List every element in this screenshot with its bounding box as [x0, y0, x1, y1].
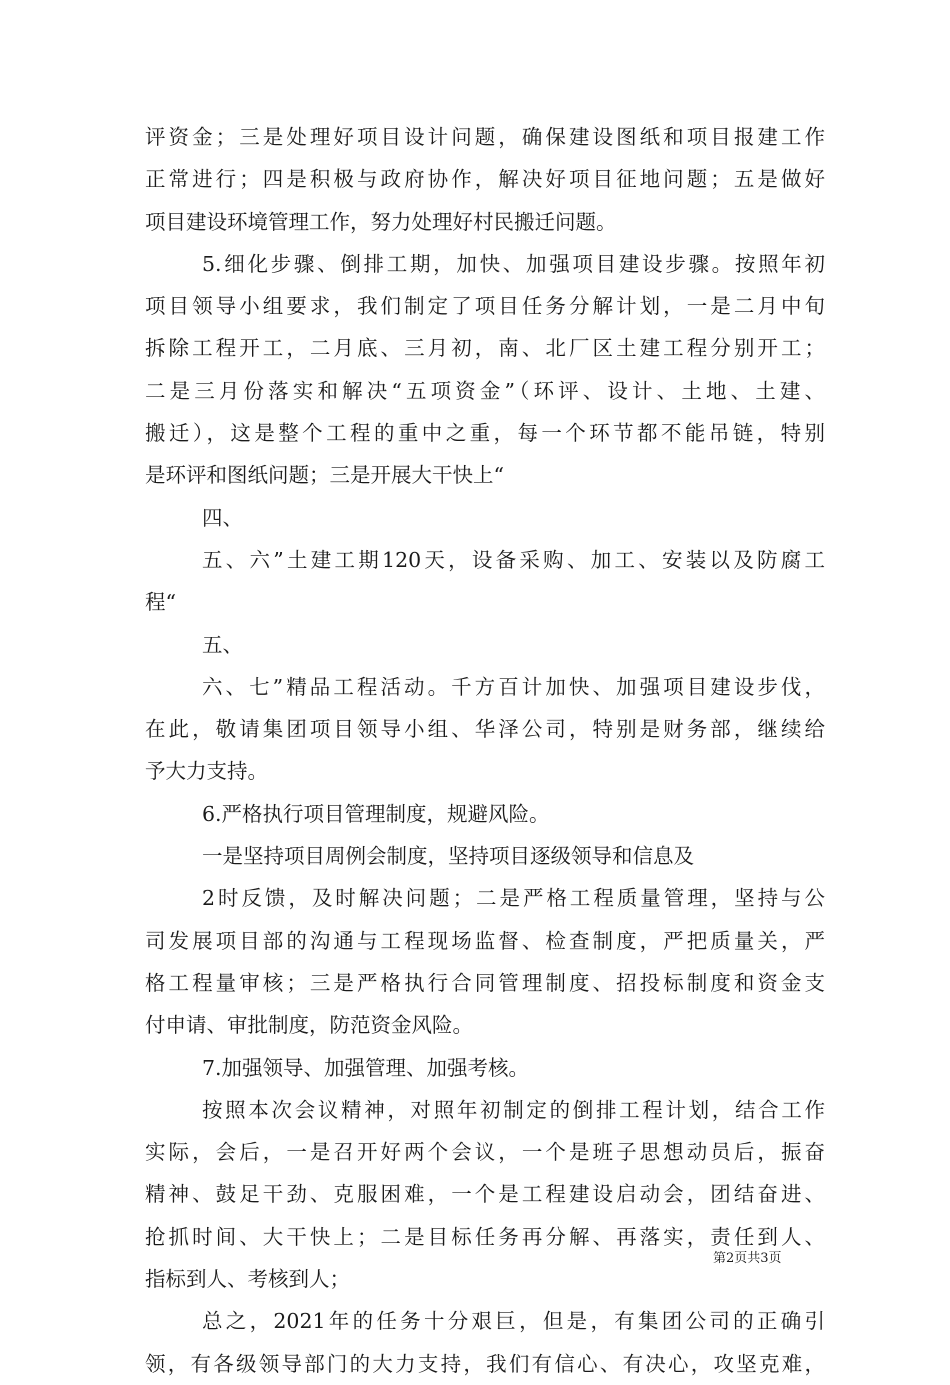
text-line: 2时反馈，及时解决问题；二是严格工程质量管理，坚持与公 — [202, 886, 825, 911]
text-line: 是环评和图纸问题；三是开展大干快上“ — [145, 463, 504, 488]
text-line: 五、 — [202, 632, 243, 657]
text-line: 在此，敬请集团项目领导小组、华泽公司，特别是财务部，继续给 — [145, 717, 825, 742]
text-line: 实际，会后，一是召开好两个会议，一个是班子思想动员后，振奋 — [145, 1140, 825, 1165]
text-line: 六、七”精品工程活动。千方百计加快、加强项目建设步伐， — [202, 674, 825, 699]
text-line: 正常进行；四是积极与政府协作，解决好项目征地问题；五是做好 — [145, 167, 825, 192]
text-line: 付申请、审批制度，防范资金风险。 — [145, 1013, 473, 1038]
text-line: 搬迁），这是整个工程的重中之重，每一个环节都不能吊链，特别 — [145, 421, 825, 446]
text-line: 按照本次会议精神，对照年初制定的倒排工程计划，结合工作 — [202, 1097, 825, 1122]
text-line: 抢抓时间、大干快上；二是目标任务再分解、再落实，责任到人、 — [145, 1224, 825, 1249]
text-line: 四、 — [202, 505, 243, 530]
text-line: 项目建设环境管理工作，努力处理好村民搬迁问题。 — [145, 209, 617, 234]
text-line: 评资金；三是处理好项目设计问题，确保建设图纸和项目报建工作 — [145, 125, 825, 149]
text-line: 拆除工程开工，二月底、三月初，南、北厂区土建工程分别开工； — [145, 336, 825, 361]
text-line: 程“ — [145, 590, 176, 615]
text-line: 一是坚持项目周例会制度，坚持项目逐级领导和信息及 — [202, 844, 694, 869]
text-line: 予大力支持。 — [145, 759, 268, 784]
text-line: 6.严格执行项目管理制度，规避风险。 — [202, 801, 550, 826]
text-line: 精神、鼓足干劲、克服困难，一个是工程建设启动会，团结奋进、 — [145, 1182, 825, 1207]
text-line: 总之，2021年的任务十分艰巨，但是，有集团公司的正确引 — [202, 1309, 825, 1334]
text-line: 格工程量审核；三是严格执行合同管理制度、招投标制度和资金支 — [145, 970, 825, 995]
document-body — [145, 116, 825, 1385]
text-line: 五、六”土建工期120天，设备采购、加工、安装以及防腐工 — [202, 547, 825, 572]
text-line: 领，有各级领导部门的大力支持，我们有信心、有决心，攻坚克难， — [145, 1351, 825, 1376]
text-line: 项目领导小组要求，我们制定了项目任务分解计划，一是二月中旬 — [145, 294, 825, 319]
page-number: 第2页共3页 — [713, 1251, 782, 1266]
text-line: 指标到人、考核到人； — [145, 1267, 350, 1292]
text-line: 二是三月份落实和解决“五项资金”（环评、设计、土地、土建、 — [145, 378, 825, 403]
text-line: 司发展项目部的沟通与工程现场监督、检查制度，严把质量关，严 — [145, 928, 825, 953]
text-line: 7.加强领导、加强管理、加强考核。 — [202, 1055, 530, 1080]
text-line: 5.细化步骤、倒排工期，加快、加强项目建设步骤。按照年初 — [202, 251, 825, 276]
